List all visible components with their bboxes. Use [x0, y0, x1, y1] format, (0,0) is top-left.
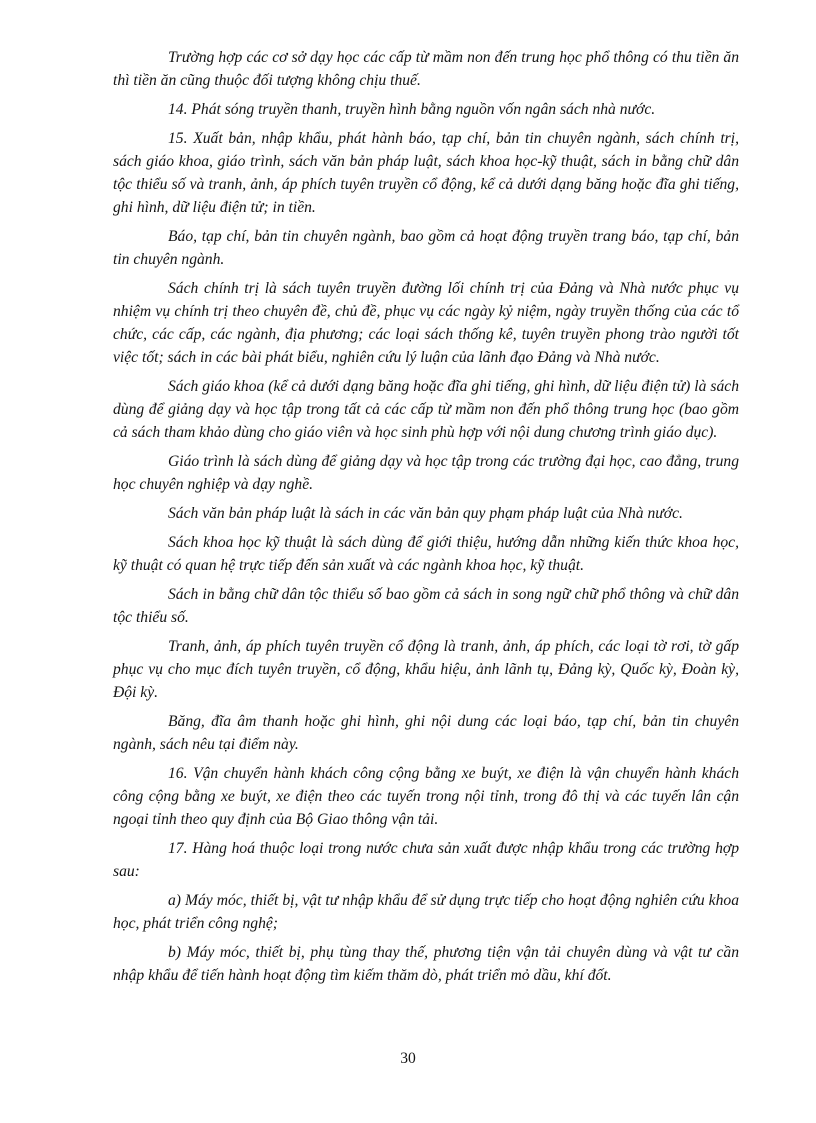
paragraph: Tranh, ảnh, áp phích tuyên truyền cổ động là tranh, ảnh, áp phích, các loại tờ rơi, tờ gấp phục vụ cho mục đích tuyên truyền, cổ động, khẩu hiệu, ảnh lãnh tụ, Đảng kỳ, Quốc kỳ, Đoàn kỳ, Đội kỳ.: [113, 638, 739, 701]
paragraph: Băng, đĩa âm thanh hoặc ghi hình, ghi nội dung các loại báo, tạp chí, bản tin chuyên ngành, sách nêu tại điểm này.: [113, 713, 739, 753]
paragraph: 14. Phát sóng truyền thanh, truyền hình bằng nguồn vốn ngân sách nhà nước.: [168, 101, 656, 118]
paragraph: Sách in bằng chữ dân tộc thiểu số bao gồm cả sách in song ngữ chữ phổ thông và chữ dân tộc thiểu số.: [113, 586, 739, 626]
paragraph: Trường hợp các cơ sở dạy học các cấp từ mầm non đến trung học phổ thông có thu tiền ăn thì tiền ăn cũng thuộc đối tượng không chịu thuế.: [113, 49, 739, 89]
paragraph: a) Máy móc, thiết bị, vật tư nhập khẩu để sử dụng trực tiếp cho hoạt động nghiên cứu khoa học, phát triển công nghệ;: [113, 892, 739, 932]
paragraph: b) Máy móc, thiết bị, phụ tùng thay thế, phương tiện vận tải chuyên dùng và vật tư cần nhập khẩu để tiến hành hoạt động tìm kiếm thăm dò, phát triển mỏ dầu, khí đốt.: [113, 944, 739, 984]
paragraph: Sách khoa học kỹ thuật là sách dùng để giới thiệu, hướng dẫn những kiến thức khoa học, kỹ thuật có quan hệ trực tiếp đến sản xuất và các ngành khoa học, kỹ thuật.: [113, 534, 739, 574]
paragraph: Sách chính trị là sách tuyên truyền đường lối chính trị của Đảng và Nhà nước phục vụ nhiệm vụ chính trị theo chuyên đề, chủ đề, phục vụ các ngày kỷ niệm, ngày truyền thống của các tổ chức, các cấp, các ngành, địa phương; các loại sách thống kê, tuyên truyền phong trào người tốt việc tốt; sách in các bài phát biểu, nghiên cứu lý luận của lãnh đạo Đảng và Nhà nước.: [113, 280, 739, 366]
paragraph: Sách giáo khoa (kể cả dưới dạng băng hoặc đĩa ghi tiếng, ghi hình, dữ liệu điện tử) là sách dùng để giảng dạy và học tập trong tất cả các cấp từ mầm non đến phổ thông trung học (bao gồm cả sách tham khảo dùng cho giáo viên và học sinh phù hợp với nội dung chương trình giáo dục).: [113, 378, 739, 441]
page-number: 30: [400, 1050, 416, 1067]
paragraph: Báo, tạp chí, bản tin chuyên ngành, bao gồm cả hoạt động truyền trang báo, tạp chí, bản tin chuyên ngành.: [113, 228, 739, 268]
paragraph: 16. Vận chuyển hành khách công cộng bằng xe buýt, xe điện là vận chuyển hành khách công cộng bằng xe buýt, xe điện theo các tuyến trong nội tỉnh, trong đô thị và các tuyến lân cận ngoại tỉnh theo quy định của Bộ Giao thông vận tải.: [113, 765, 739, 828]
paragraph: Sách văn bản pháp luật là sách in các văn bản quy phạm pháp luật của Nhà nước.: [168, 505, 683, 522]
paragraph: 15. Xuất bản, nhập khẩu, phát hành báo, tạp chí, bản tin chuyên ngành, sách chính trị, sách giáo khoa, giáo trình, sách văn bản pháp luật, sách khoa học-kỹ thuật, sách in bằng chữ dân tộc thiểu số và tranh, ảnh, áp phích tuyên truyền cổ động, kể cả dưới dạng băng hoặc đĩa ghi tiếng, ghi hình, dữ liệu điện tử; in tiền.: [113, 130, 739, 216]
paragraph: 17. Hàng hoá thuộc loại trong nước chưa sản xuất được nhập khẩu trong các trường hợp sau:: [113, 840, 739, 880]
document-body: [113, 46, 739, 993]
paragraph: Giáo trình là sách dùng để giảng dạy và học tập trong các trường đại học, cao đẳng, trung học chuyên nghiệp và dạy nghề.: [113, 453, 739, 493]
